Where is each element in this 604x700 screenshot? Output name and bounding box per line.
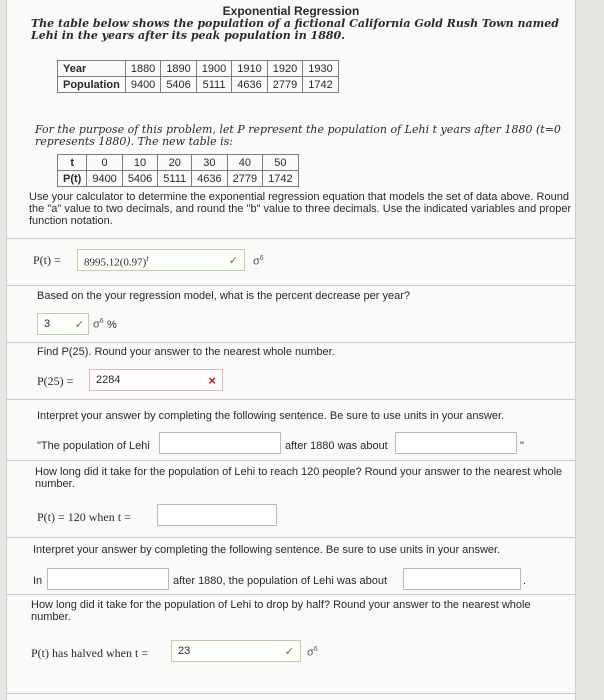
table-cell: 1880 — [125, 61, 160, 77]
table-cell: 10 — [122, 155, 157, 171]
q3-answer-input[interactable] — [89, 369, 223, 391]
q7-answer-value: 23 — [178, 645, 191, 657]
table-cell: 20 — [158, 155, 192, 171]
table-header: P(t) — [58, 171, 87, 187]
q6-part2: after 1880, the population of Lehi was about — [173, 575, 388, 587]
q7-prompt: How long did it take for the population of Lehi to drop by half? Round your answer to the nearest whole number. — [31, 599, 531, 623]
q6-part3: . — [523, 575, 527, 587]
year-population-table — [57, 60, 339, 93]
q7-answer-input[interactable] — [171, 640, 301, 662]
table-row — [58, 171, 299, 187]
question-page — [6, 0, 576, 700]
q2-answer-input[interactable] — [37, 313, 89, 335]
q1-answer-value: 8995.12(0.97) — [84, 256, 147, 269]
q5-prompt: How long did it take for the population of Lehi to reach 120 people? Round your answer to the nearest whole number. — [35, 466, 563, 490]
table-header: t — [58, 155, 87, 171]
table-cell: 5406 — [161, 77, 196, 93]
q4-time-input[interactable] — [159, 432, 281, 454]
table-cell: 30 — [192, 155, 227, 171]
table-cell: 1920 — [267, 61, 302, 77]
table-cell: 4636 — [192, 171, 227, 187]
table-cell: 9400 — [125, 77, 160, 93]
table-cell: 2779 — [227, 171, 262, 187]
check-icon: ✓ — [228, 255, 238, 267]
table-cell: 2779 — [267, 77, 302, 93]
q7-lhs: P(t) has halved when t = — [31, 646, 149, 660]
check-icon: ✓ — [284, 646, 294, 658]
page-title: Exponential Regression — [222, 4, 360, 18]
t-p-table — [57, 154, 299, 187]
table-cell: 9400 — [87, 171, 122, 187]
table-cell: 1742 — [263, 171, 298, 187]
q4-part3: " — [520, 440, 524, 452]
instructions-text: Use your calculator to determine the exponential regression equation that models the set of data above. Round the "a" value to two decimals, and round the "b" value to three decimals. Use the indicated variables and proper function notation. — [29, 191, 572, 227]
check-icon: ✓ — [74, 319, 84, 331]
q3-prompt: Find P(25). Round your answer to the nearest whole number. — [37, 346, 335, 358]
q1-answer-exponent: t — [146, 254, 149, 263]
table-cell: 1910 — [232, 61, 267, 77]
table-cell: 5111 — [158, 171, 192, 187]
purpose-text-2: represents 1880). The new table is: — [35, 135, 234, 148]
q5-lhs: P(t) = 120 when t = — [37, 510, 131, 524]
q2-unit: % — [107, 319, 117, 331]
table-header: Population — [58, 77, 126, 93]
formula-icon[interactable]: $\sigma^6$ — [307, 646, 318, 659]
table-cell: 50 — [263, 155, 298, 171]
q6-part1: In — [33, 575, 43, 587]
q1-answer-input[interactable] — [77, 249, 245, 271]
table-cell: 5406 — [122, 171, 157, 187]
table-row — [58, 155, 299, 171]
table-cell: 1890 — [161, 61, 196, 77]
q4-part1: "The population of Lehi — [37, 440, 150, 452]
q6-population-input[interactable] — [403, 568, 521, 590]
purpose-text-1: For the purpose of this problem, let P represent the population of Lehi t years after 1880 (t=0 — [35, 123, 561, 136]
q5-answer-input[interactable] — [157, 504, 277, 526]
table-row — [58, 77, 339, 93]
table-cell: 0 — [87, 155, 122, 171]
table-cell: 1930 — [303, 61, 338, 77]
x-icon: × — [208, 373, 216, 388]
formula-icon[interactable]: $\sigma^6$ — [93, 318, 104, 331]
intro-text: The table below shows the population of a fictional California Gold Rush Town named Lehi in the years after its peak population in 1880. — [31, 17, 559, 42]
q4-part2: after 1880 was about — [285, 440, 388, 452]
q4-prompt: Interpret your answer by completing the following sentence. Be sure to use units in your answer. — [37, 410, 505, 422]
table-cell: 40 — [227, 155, 262, 171]
table-cell: 1900 — [196, 61, 231, 77]
table-header: Year — [58, 61, 126, 77]
q4-population-input[interactable] — [395, 432, 517, 454]
table-cell: 4636 — [232, 77, 267, 93]
q1-lhs: P(t) = — [33, 253, 61, 267]
q6-time-input[interactable] — [47, 568, 169, 590]
q3-lhs: P(25) = — [37, 374, 74, 388]
q2-answer-value: 3 — [44, 318, 51, 330]
table-cell: 5111 — [196, 77, 231, 93]
q6-prompt: Interpret your answer by completing the following sentence. Be sure to use units in your answer. — [33, 544, 501, 556]
table-row — [58, 61, 339, 77]
q2-prompt: Based on the your regression model, what is the percent decrease per year? — [37, 290, 410, 302]
formula-icon[interactable]: $\sigma^6$ — [253, 255, 264, 268]
table-cell: 1742 — [303, 77, 338, 93]
q3-answer-value: 2284 — [96, 374, 121, 386]
